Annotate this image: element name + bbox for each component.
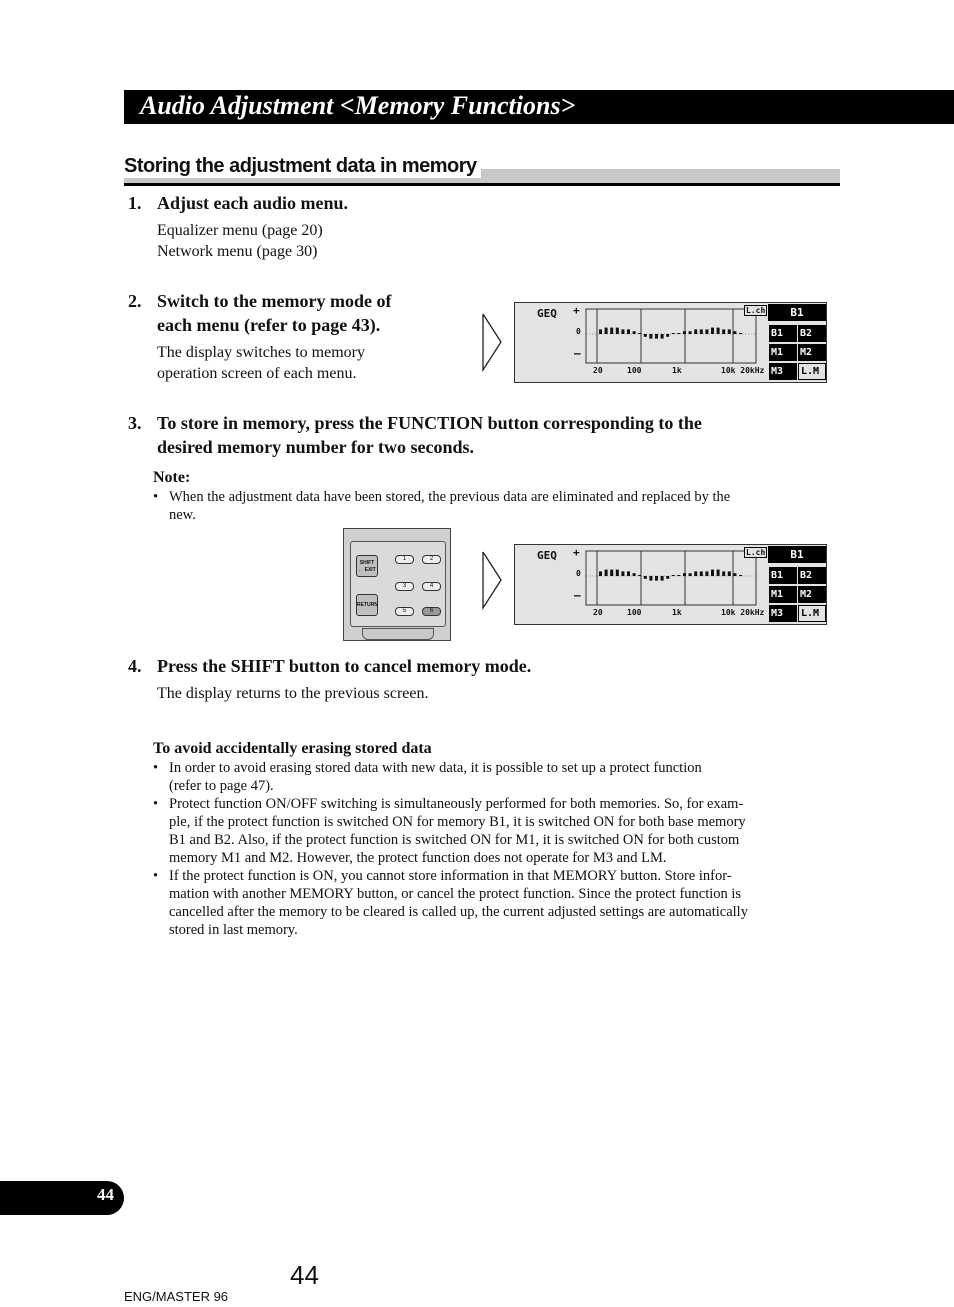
protect-bullet-text: mation with another MEMORY button, or cancel the protect function. Since the protect function is — [169, 886, 742, 902]
eq-band-bar — [677, 333, 680, 334]
protect-bullet-2-line-3 — [169, 831, 739, 849]
lcd-minus-label: – — [574, 347, 581, 360]
function-key-6[interactable]: 6 — [422, 607, 441, 616]
eq-band-bar — [627, 329, 630, 334]
lcd-freq-20: 20 — [593, 366, 603, 375]
eq-band-bar — [666, 334, 669, 337]
eq-band-bar — [633, 331, 636, 334]
lcd-zero-label: 0 — [576, 327, 581, 336]
lcd-memory-header: B1 — [768, 546, 826, 563]
protect-bullet-text: If the protect function is ON, you cannot store information in that MEMORY button. Store infor- — [169, 868, 732, 884]
lcd-memory-m2: M2 — [798, 344, 826, 361]
eq-band-bar — [610, 328, 613, 334]
bullet-dot: • — [153, 868, 159, 884]
protect-bullet-text: Protect function ON/OFF switching is simultaneously performed for both memories. So, for exam- — [169, 796, 744, 812]
lcd-mode-label: GEQ — [537, 549, 557, 562]
eq-band-bar — [672, 333, 675, 334]
eq-band-bar — [700, 571, 703, 576]
protect-bullet-text: (refer to page 47). — [169, 778, 274, 794]
eq-band-bar — [672, 575, 675, 576]
return-button[interactable] — [356, 594, 378, 616]
step-2-line-2: operation screen of each menu. — [157, 365, 357, 382]
eq-band-bar — [717, 570, 720, 576]
lcd-memory-b1: B1 — [769, 325, 797, 342]
note-label: Note: — [153, 469, 191, 486]
function-key-2[interactable]: 2 — [422, 555, 441, 564]
return-button-label: RETURN — [357, 602, 378, 608]
eq-band-bar — [633, 573, 636, 576]
step-3-heading-line-1: To store in memory, press the FUNCTION button corresponding to the — [157, 413, 702, 433]
eq-band-bar — [728, 329, 731, 334]
header-bar — [124, 90, 954, 124]
eq-band-bar — [705, 571, 708, 576]
eq-band-bar — [739, 575, 742, 576]
eq-band-bar — [694, 329, 697, 334]
eq-band-bar — [655, 334, 658, 339]
step-4-heading: Press the SHIFT button to cancel memory mode. — [157, 656, 532, 676]
note-bullet-line-1 — [153, 488, 731, 506]
lcd-memory-m2: M2 — [798, 586, 826, 603]
function-key-3[interactable]: 3 — [395, 582, 414, 591]
function-key-5[interactable]: 5 — [395, 607, 414, 616]
eq-band-bar — [694, 571, 697, 576]
bullet-dot: • — [153, 796, 159, 812]
lcd-display-2 — [514, 544, 827, 625]
eq-band-bar — [616, 570, 619, 576]
protect-bullet-text: stored in last memory. — [169, 922, 298, 938]
page-title: Audio Adjustment <Memory Functions> — [140, 91, 576, 120]
step-4-line-1: The display returns to the previous screen. — [157, 685, 429, 702]
remote-bottom-tab — [362, 628, 434, 640]
arrow-right-icon — [481, 550, 503, 610]
eq-band-bar — [661, 334, 664, 339]
lcd-memory-m3: M3 — [769, 363, 797, 380]
protect-bullet-3-line-3 — [169, 903, 748, 921]
eq-band-bar — [649, 576, 652, 581]
eq-band-bar — [655, 576, 658, 581]
lcd-mode-label: GEQ — [537, 307, 557, 320]
lcd-zero-label: 0 — [576, 569, 581, 578]
protect-bullet-2-line-4 — [169, 849, 667, 867]
lcd-plus-label: + — [573, 546, 580, 559]
lcd-freq-1k: 1k — [672, 366, 682, 375]
protect-bullet-text: memory M1 and M2. However, the protect function does not operate for M3 and LM. — [169, 850, 667, 866]
eq-band-bar — [616, 328, 619, 334]
eq-band-bar — [689, 573, 692, 576]
eq-band-bar — [661, 576, 664, 581]
lcd-display-1 — [514, 302, 827, 383]
eq-band-bar — [711, 570, 714, 576]
function-key-1[interactable]: 1 — [395, 555, 414, 564]
lcd-channel-label: L.ch — [746, 306, 766, 315]
eq-band-bar — [599, 329, 602, 334]
function-key-4[interactable]: 4 — [422, 582, 441, 591]
protect-bullet-3-line-2 — [169, 885, 741, 903]
eq-band-bar — [728, 571, 731, 576]
eq-curve-graph — [585, 308, 757, 364]
lcd-memory-lm: L.M — [798, 363, 826, 380]
shift-button-sublabel: ← EXIT — [358, 567, 376, 573]
eq-band-bar — [666, 576, 669, 579]
eq-band-bar — [649, 334, 652, 339]
note-bullet-text-1: When the adjustment data have been stored, the previous data are eliminated and replaced by the — [169, 489, 731, 505]
eq-band-bar — [711, 328, 714, 334]
protect-bullet-text: B1 and B2. Also, if the protect function is switched ON for M1, it is switched ON for both custom — [169, 832, 740, 848]
step-2-heading-line-2: each menu (refer to page 43). — [157, 315, 381, 335]
eq-curve-graph — [585, 550, 757, 606]
eq-band-bar — [722, 571, 725, 576]
section-title: Storing the adjustment data in memory — [124, 155, 481, 178]
lcd-freq-100: 100 — [627, 366, 642, 375]
eq-band-bar — [644, 334, 647, 337]
lcd-channel-label: L.ch — [746, 548, 766, 557]
eq-band-bar — [599, 571, 602, 576]
protect-bullet-2-line-2 — [169, 813, 746, 831]
step-1-heading: Adjust each audio menu. — [157, 193, 349, 213]
lcd-freq-1k: 1k — [672, 608, 682, 617]
bullet-dot: • — [153, 760, 159, 776]
protect-bullet-1-line-1 — [153, 759, 702, 777]
remote-panel — [350, 541, 446, 627]
eq-band-bar — [677, 575, 680, 576]
lcd-plus-label: + — [573, 304, 580, 317]
eq-band-bar — [733, 573, 736, 576]
eq-band-bar — [689, 331, 692, 334]
step-1-line-2: Network menu (page 30) — [157, 243, 318, 260]
lcd-freq-100: 100 — [627, 608, 642, 617]
eq-band-bar — [644, 576, 647, 579]
protect-bullet-text: ple, if the protect function is switched ON for memory B1, it is switched ON for both base memory — [169, 814, 746, 830]
lcd-minus-label: – — [574, 589, 581, 602]
lcd-memory-b2: B2 — [798, 567, 826, 584]
eq-band-bar — [621, 329, 624, 334]
lcd-freq-10k-20khz: 10k 20kHz — [721, 608, 765, 617]
arrow-right-icon — [481, 312, 503, 372]
protect-bullet-3-line-1 — [153, 867, 732, 885]
protect-heading: To avoid accidentally erasing stored data — [153, 740, 432, 757]
protect-bullet-text: In order to avoid erasing stored data with new data, it is possible to set up a protect function — [169, 760, 702, 776]
lcd-memory-m1: M1 — [769, 344, 797, 361]
eq-band-bar — [610, 570, 613, 576]
bullet-dot: • — [153, 489, 159, 505]
step-1-line-1: Equalizer menu (page 20) — [157, 222, 323, 239]
page-badge — [0, 1181, 124, 1215]
eq-band-bar — [683, 573, 686, 576]
eq-band-bar — [733, 331, 736, 334]
eq-band-bar — [605, 328, 608, 334]
lcd-freq-20: 20 — [593, 608, 603, 617]
eq-band-bar — [621, 571, 624, 576]
shift-button[interactable] — [356, 555, 378, 577]
eq-band-bar — [700, 329, 703, 334]
page-badge-number: 44 — [97, 1185, 114, 1204]
footer-code: ENG/MASTER 96 — [124, 1289, 229, 1304]
page-number: 44 — [290, 1260, 319, 1290]
protect-bullet-2-line-1 — [153, 795, 744, 813]
step-4-number: 4. — [128, 656, 142, 676]
lcd-memory-b2: B2 — [798, 325, 826, 342]
remote-control-illustration — [343, 528, 451, 641]
eq-band-bar — [638, 333, 641, 334]
lcd-freq-10k-20khz: 10k 20kHz — [721, 366, 765, 375]
step-2-heading-line-1: Switch to the memory mode of — [157, 291, 392, 311]
eq-band-bar — [683, 331, 686, 334]
lcd-memory-lm: L.M — [798, 605, 826, 622]
protect-bullet-1-line-2 — [169, 777, 274, 795]
section-rule — [124, 183, 840, 186]
eq-band-bar — [638, 575, 641, 576]
note-bullet-line-2: new. — [169, 507, 196, 523]
eq-band-bar — [605, 570, 608, 576]
eq-band-bar — [722, 329, 725, 334]
step-3-number: 3. — [128, 413, 142, 433]
step-3-heading-line-2: desired memory number for two seconds. — [157, 437, 474, 457]
eq-band-bar — [717, 328, 720, 334]
eq-band-bar — [705, 329, 708, 334]
eq-band-bar — [627, 571, 630, 576]
step-2-line-1: The display switches to memory — [157, 344, 365, 361]
protect-bullet-text: cancelled after the memory to be cleared is called up, the current adjusted settings are automatically — [169, 904, 748, 920]
protect-bullet-3-line-4 — [169, 921, 298, 939]
shift-button-label: SHIFT — [359, 560, 375, 566]
eq-band-bar — [739, 333, 742, 334]
lcd-memory-m3: M3 — [769, 605, 797, 622]
lcd-memory-header: B1 — [768, 304, 826, 321]
lcd-memory-m1: M1 — [769, 586, 797, 603]
lcd-memory-b1: B1 — [769, 567, 797, 584]
step-1-number: 1. — [128, 193, 142, 213]
step-2-number: 2. — [128, 291, 142, 311]
